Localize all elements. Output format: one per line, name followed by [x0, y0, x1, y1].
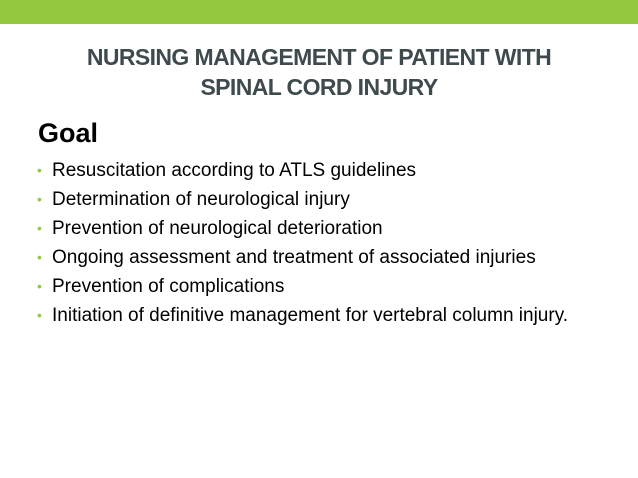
bullet-dot-icon: •: [37, 307, 42, 323]
bullet-list: [36, 159, 616, 333]
bullet-item: [36, 304, 616, 327]
bullet-text: Ongoing assessment and treatment of associated injuries: [52, 247, 536, 268]
bullet-dot-icon: •: [37, 220, 42, 236]
bullet-item: [36, 159, 616, 182]
goal-heading: Goal: [38, 118, 99, 148]
bullet-dot-icon: •: [37, 278, 42, 294]
bullet-item: [36, 188, 616, 211]
bullet-text: Determination of neurological injury: [52, 189, 350, 210]
slide-title-line-1: NURSING MANAGEMENT OF PATIENT WITH: [86, 44, 552, 70]
slide-title: [0, 42, 638, 102]
bullet-text: Resuscitation according to ATLS guidelines: [52, 160, 417, 181]
bullet-text: Prevention of complications: [52, 276, 285, 297]
slide-title-line-2: SPINAL CORD INJURY: [200, 74, 438, 100]
bullet-text: Initiation of definitive management for vertebral column injury.: [52, 305, 569, 326]
bullet-text: Prevention of neurological deterioration: [52, 218, 383, 239]
bullet-item: [36, 217, 616, 240]
bullet-dot-icon: •: [37, 249, 42, 265]
top-accent-bar: [0, 0, 638, 24]
bullet-item: [36, 275, 616, 298]
bullet-dot-icon: •: [37, 191, 42, 207]
bullet-dot-icon: •: [37, 162, 42, 178]
bullet-item: [36, 246, 616, 269]
